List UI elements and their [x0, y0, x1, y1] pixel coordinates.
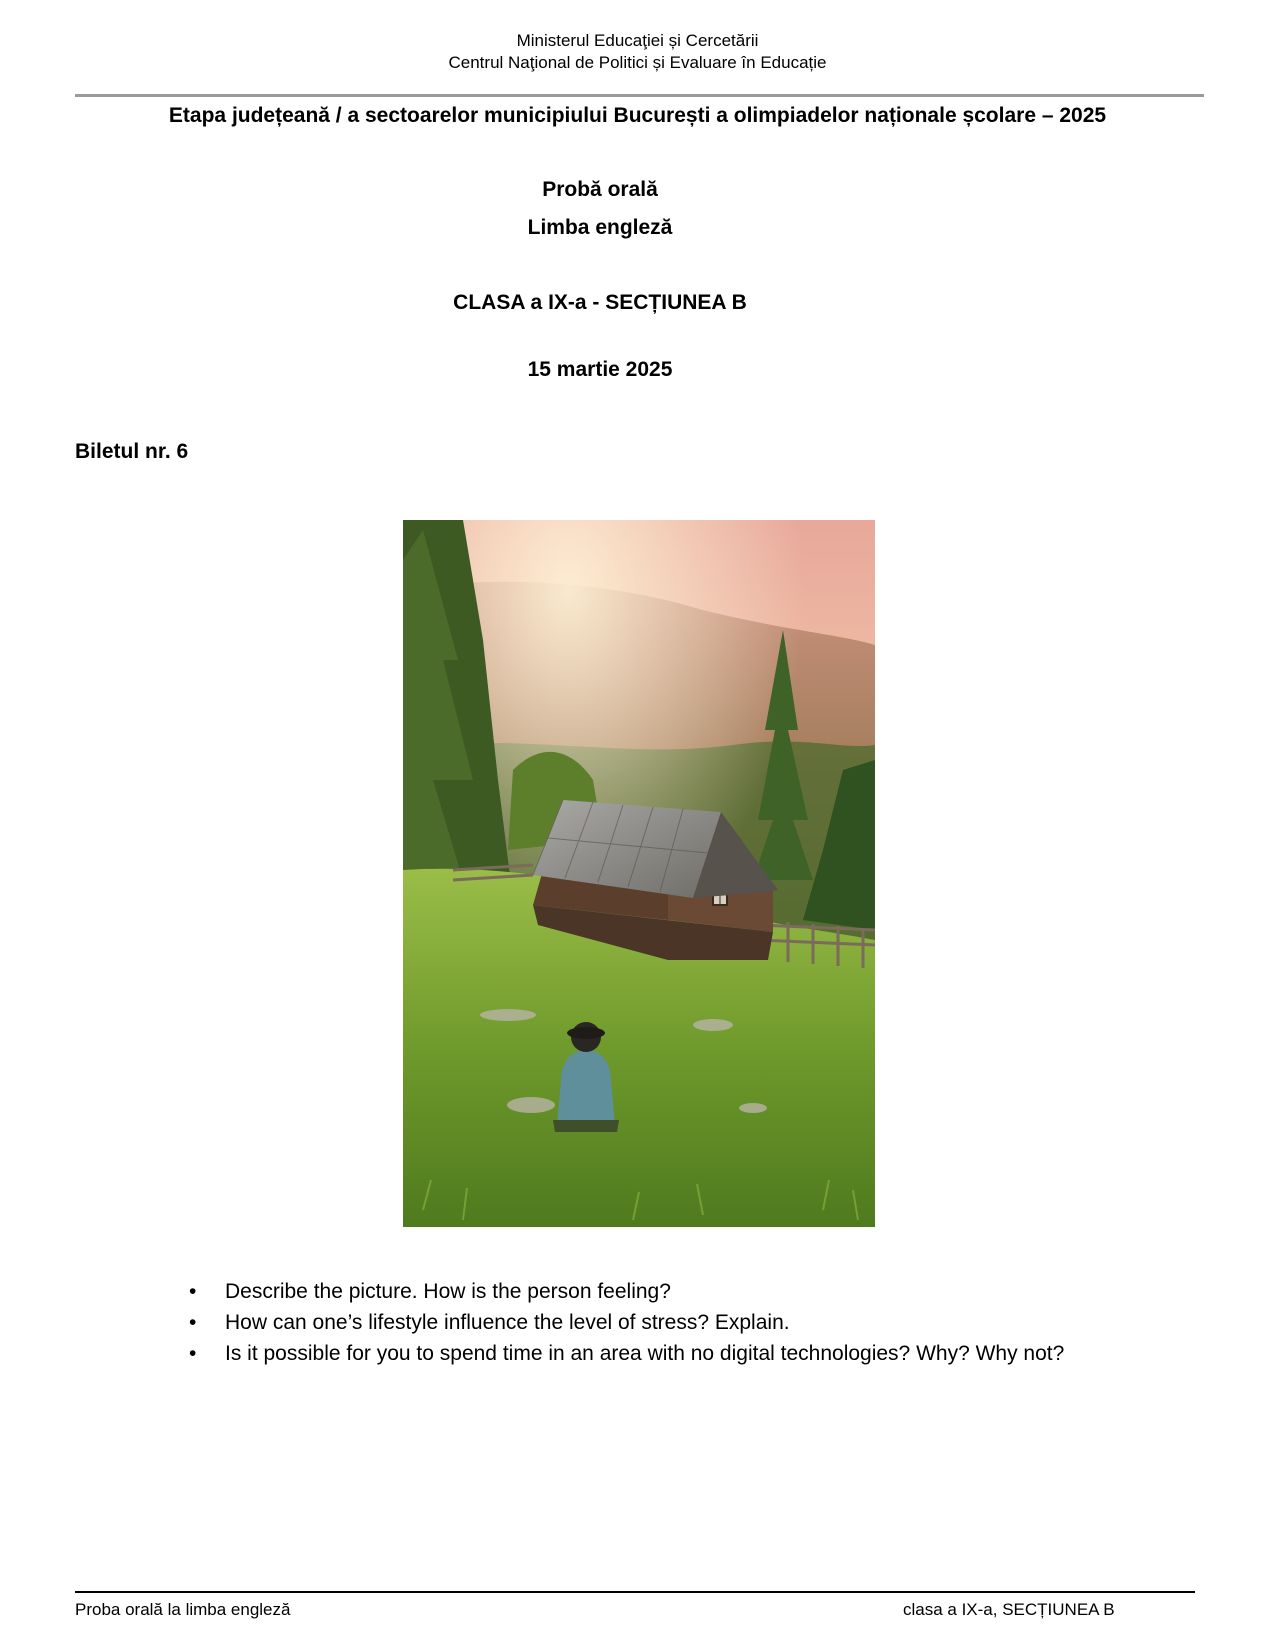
- exam-class: CLASA a IX-a - SECȚIUNEA B: [453, 291, 747, 314]
- footer-right: clasa a IX-a, SECȚIUNEA B: [903, 1600, 1115, 1619]
- bullet-icon: •: [189, 1280, 197, 1303]
- center-name: Centrul Naţional de Politici și Evaluare în Educație: [448, 53, 827, 72]
- footer-divider: [75, 1591, 1195, 1593]
- question-item: [185, 1338, 1064, 1369]
- document-title: Etapa județeană / a sectoarelor municipiului București a olimpiadelor naționale școlare – 2025: [168, 104, 1107, 127]
- bullet-icon: •: [189, 1311, 197, 1334]
- question-text: How can one’s lifestyle influence the level of stress? Explain.: [225, 1311, 790, 1334]
- exam-type: Probă orală: [542, 178, 658, 201]
- question-item: [185, 1276, 1064, 1307]
- cabin-meadow-photo: [403, 520, 875, 1227]
- header-divider: [75, 94, 1204, 97]
- ministry-name: Ministerul Educaţiei și Cercetării: [516, 31, 759, 50]
- question-text: Is it possible for you to spend time in an area with no digital technologies? Why? Why not?: [225, 1342, 1065, 1365]
- footer-left: Proba orală la limba engleză: [75, 1600, 291, 1619]
- question-text: Describe the picture. How is the person feeling?: [225, 1280, 671, 1303]
- bullet-icon: •: [189, 1342, 197, 1365]
- exam-date: 15 martie 2025: [527, 358, 673, 381]
- ticket-number: Biletul nr. 6: [75, 440, 189, 463]
- question-item: [185, 1307, 1064, 1338]
- question-list: [185, 1276, 1064, 1369]
- exam-subject: Limba engleză: [527, 216, 673, 239]
